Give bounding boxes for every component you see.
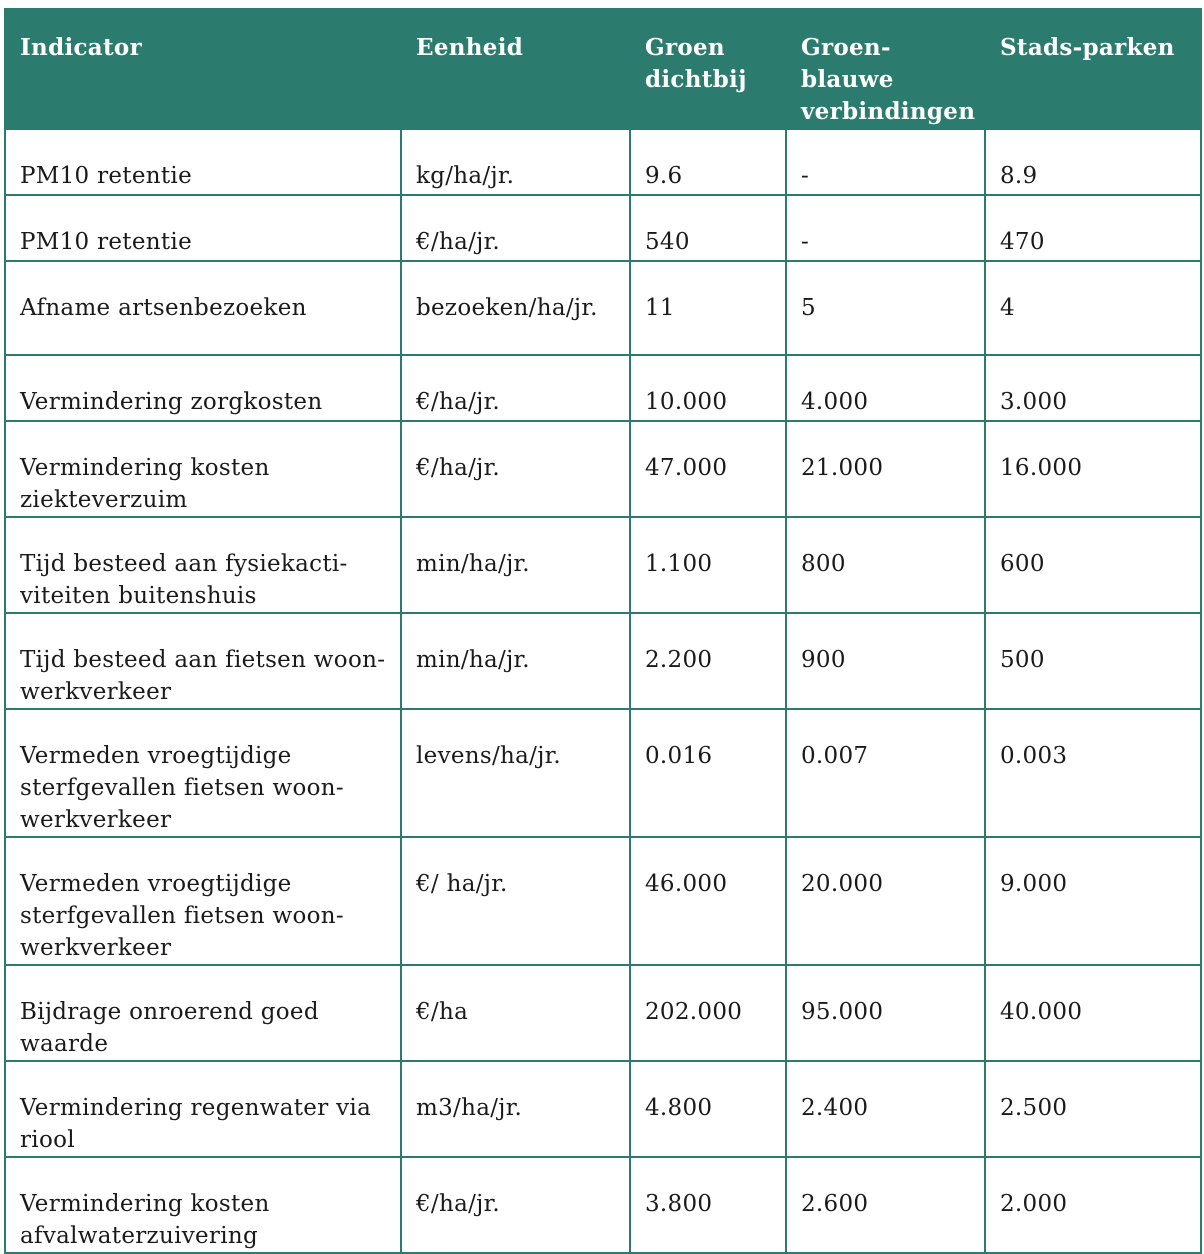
- cell-groen-dichtbij: 47.000: [630, 421, 786, 517]
- cell-stads-parken: 0.003: [985, 709, 1201, 837]
- cell-groen-dichtbij: 11: [630, 261, 786, 355]
- cell-stads-parken: 9.000: [985, 837, 1201, 965]
- header-groen-blauwe-verbindingen: Groen-blauwe verbindingen: [786, 8, 985, 129]
- table-row: [5, 837, 1201, 965]
- cell-stads-parken: 8.9: [985, 129, 1201, 195]
- table-row: [5, 261, 1201, 355]
- cell-groen-dichtbij: 3.800: [630, 1157, 786, 1253]
- cell-eenheid: bezoeken/ha/jr.: [401, 261, 630, 355]
- table-row: [5, 355, 1201, 421]
- cell-stads-parken: 600: [985, 517, 1201, 613]
- cell-indicator: Bijdrage onroerend goed waarde: [5, 965, 401, 1061]
- indicator-table-container: [4, 8, 1200, 1254]
- cell-groen-blauwe: -: [786, 195, 985, 261]
- cell-groen-blauwe: 0.007: [786, 709, 985, 837]
- cell-indicator: Vermeden vroegtijdige sterfgevallen fietsen woon-werkverkeer: [5, 709, 401, 837]
- cell-groen-blauwe: 900: [786, 613, 985, 709]
- cell-groen-dichtbij: 0.016: [630, 709, 786, 837]
- cell-eenheid: €/ ha/jr.: [401, 837, 630, 965]
- table-row: [5, 1157, 1201, 1253]
- cell-stads-parken: 3.000: [985, 355, 1201, 421]
- cell-eenheid: min/ha/jr.: [401, 517, 630, 613]
- cell-groen-blauwe: 21.000: [786, 421, 985, 517]
- cell-groen-dichtbij: 10.000: [630, 355, 786, 421]
- indicator-table: [4, 8, 1202, 1254]
- cell-eenheid: levens/ha/jr.: [401, 709, 630, 837]
- cell-groen-dichtbij: 4.800: [630, 1061, 786, 1157]
- header-stads-parken: Stads-parken: [985, 8, 1201, 129]
- cell-groen-blauwe: 4.000: [786, 355, 985, 421]
- header-indicator: Indicator: [5, 8, 401, 129]
- cell-eenheid: €/ha/jr.: [401, 1157, 630, 1253]
- cell-eenheid: €/ha/jr.: [401, 421, 630, 517]
- table-row: [5, 129, 1201, 195]
- table-body: [5, 129, 1201, 1253]
- cell-eenheid: min/ha/jr.: [401, 613, 630, 709]
- cell-indicator: Vermindering zorgkosten: [5, 355, 401, 421]
- cell-stads-parken: 470: [985, 195, 1201, 261]
- header-groen-dichtbij: Groen dichtbij: [630, 8, 786, 129]
- cell-eenheid: kg/ha/jr.: [401, 129, 630, 195]
- table-row: [5, 613, 1201, 709]
- cell-indicator: Vermindering kosten afvalwaterzuivering: [5, 1157, 401, 1253]
- cell-stads-parken: 40.000: [985, 965, 1201, 1061]
- cell-stads-parken: 2.500: [985, 1061, 1201, 1157]
- table-row: [5, 421, 1201, 517]
- cell-eenheid: €/ha: [401, 965, 630, 1061]
- table-row: [5, 517, 1201, 613]
- cell-stads-parken: 2.000: [985, 1157, 1201, 1253]
- cell-stads-parken: 500: [985, 613, 1201, 709]
- table-row: [5, 195, 1201, 261]
- cell-indicator: PM10 retentie: [5, 195, 401, 261]
- cell-groen-dichtbij: 1.100: [630, 517, 786, 613]
- cell-indicator: Tijd besteed aan fietsen woon-werkverkeer: [5, 613, 401, 709]
- cell-groen-dichtbij: 540: [630, 195, 786, 261]
- cell-eenheid: €/ha/jr.: [401, 195, 630, 261]
- cell-eenheid: m3/ha/jr.: [401, 1061, 630, 1157]
- cell-indicator: PM10 retentie: [5, 129, 401, 195]
- cell-groen-dichtbij: 9.6: [630, 129, 786, 195]
- cell-groen-blauwe: 800: [786, 517, 985, 613]
- cell-eenheid: €/ha/jr.: [401, 355, 630, 421]
- cell-groen-dichtbij: 2.200: [630, 613, 786, 709]
- cell-stads-parken: 16.000: [985, 421, 1201, 517]
- cell-indicator: Afname artsenbezoeken: [5, 261, 401, 355]
- cell-groen-blauwe: 2.600: [786, 1157, 985, 1253]
- header-row: [5, 8, 1201, 129]
- cell-groen-blauwe: 5: [786, 261, 985, 355]
- cell-groen-dichtbij: 46.000: [630, 837, 786, 965]
- table-row: [5, 965, 1201, 1061]
- header-eenheid: Eenheid: [401, 8, 630, 129]
- table-header: [5, 8, 1201, 129]
- cell-groen-blauwe: 2.400: [786, 1061, 985, 1157]
- table-row: [5, 1061, 1201, 1157]
- cell-groen-blauwe: 95.000: [786, 965, 985, 1061]
- cell-stads-parken: 4: [985, 261, 1201, 355]
- table-row: [5, 709, 1201, 837]
- cell-indicator: Vermeden vroegtijdige sterfgevallen fietsen woon-werkverkeer: [5, 837, 401, 965]
- cell-groen-blauwe: 20.000: [786, 837, 985, 965]
- cell-groen-blauwe: -: [786, 129, 985, 195]
- cell-indicator: Vermindering kosten ziekteverzuim: [5, 421, 401, 517]
- cell-indicator: Vermindering regenwater via riool: [5, 1061, 401, 1157]
- cell-indicator: Tijd besteed aan fysiekacti-viteiten buitenshuis: [5, 517, 401, 613]
- cell-groen-dichtbij: 202.000: [630, 965, 786, 1061]
